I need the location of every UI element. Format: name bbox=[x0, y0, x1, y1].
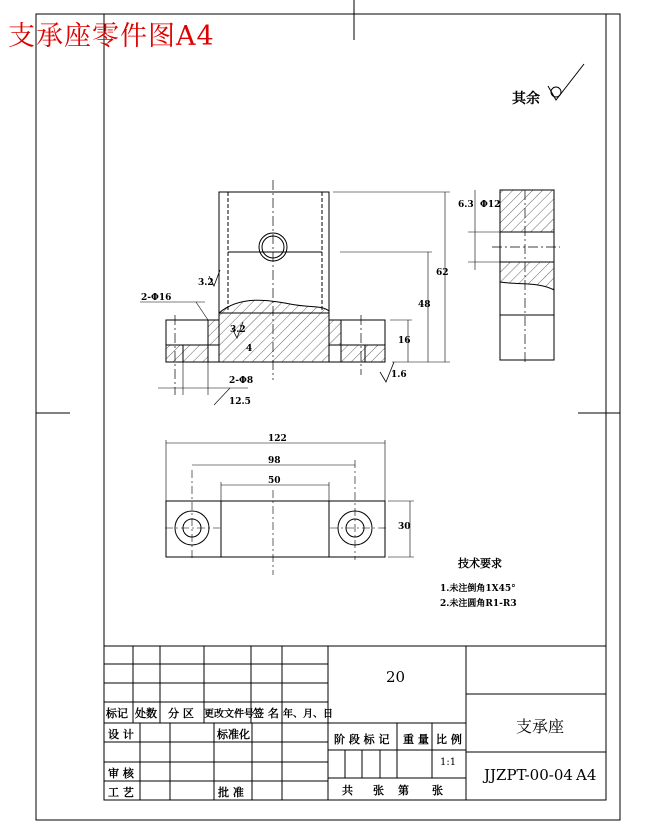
tb-ratio: 比 例 bbox=[436, 733, 462, 746]
tb-stage-mark: 阶 段 标 记 bbox=[334, 733, 390, 746]
tech-requirement-item: 2.未注圆角R1-R3 bbox=[440, 599, 517, 609]
tb-header-mark: 标记 bbox=[106, 707, 128, 720]
scale-value: 1:1 bbox=[440, 757, 457, 768]
dim-width-122: 122 bbox=[268, 434, 287, 444]
dim-small-holes: 2-Φ8 bbox=[229, 376, 254, 386]
dim-height-30: 30 bbox=[398, 522, 411, 532]
drawing-header-title: 支承座零件图A4 bbox=[8, 21, 215, 52]
dim-side-hole: Φ12 bbox=[480, 200, 501, 210]
quantity-value: 20 bbox=[386, 668, 406, 686]
tb-process: 工 艺 bbox=[108, 786, 134, 799]
tb-page: 第 bbox=[398, 784, 409, 797]
tb-review: 审 核 bbox=[108, 767, 134, 780]
tb-total: 共 bbox=[342, 784, 353, 797]
dim-width-50: 50 bbox=[268, 476, 281, 486]
roughness-label-1: 3.2 bbox=[198, 278, 214, 288]
roughness-label-2: 3.2 bbox=[230, 325, 246, 335]
tb-header-zone: 分 区 bbox=[168, 707, 194, 720]
tb-approve: 批 准 bbox=[218, 786, 244, 799]
dim-vertical-4: 4 bbox=[246, 344, 253, 354]
roughness-symbol-general bbox=[548, 64, 584, 100]
roughness-label-4: 6.3 bbox=[458, 200, 474, 210]
tb-weight: 重 量 bbox=[403, 733, 429, 746]
side-view bbox=[468, 190, 560, 362]
top-view bbox=[165, 440, 414, 575]
paper-size: A4 bbox=[576, 766, 597, 784]
dim-height-16: 16 bbox=[398, 336, 411, 346]
tb-header-signature: 签 名 bbox=[253, 707, 279, 720]
tb-standardization: 标准化 bbox=[217, 728, 250, 741]
tb-design: 设 计 bbox=[108, 728, 134, 741]
roughness-label-3: 12.5 bbox=[229, 397, 251, 407]
tech-requirements-title: 技术要求 bbox=[458, 557, 502, 570]
tb-header-change-doc: 更改文件号 bbox=[204, 709, 254, 720]
dim-height-48: 48 bbox=[418, 300, 431, 310]
tb-sheets-2: 张 bbox=[432, 784, 443, 797]
roughness-label-5: 1.6 bbox=[391, 370, 407, 380]
part-name: 支承座 bbox=[516, 717, 565, 736]
tech-requirement-item: 1.未注倒角1X45° bbox=[440, 584, 516, 594]
tb-header-date: 年、月、日 bbox=[283, 709, 333, 720]
dim-counterbore-holes: 2-Φ16 bbox=[141, 293, 172, 303]
surface-roughness-note: 其余 bbox=[512, 91, 540, 107]
drawing-number: JJZPT-00-04 bbox=[484, 766, 573, 784]
dim-width-98: 98 bbox=[268, 456, 281, 466]
tb-header-count: 处数 bbox=[135, 707, 157, 720]
tb-sheets-1: 张 bbox=[373, 784, 384, 797]
dim-height-62: 62 bbox=[436, 268, 449, 278]
